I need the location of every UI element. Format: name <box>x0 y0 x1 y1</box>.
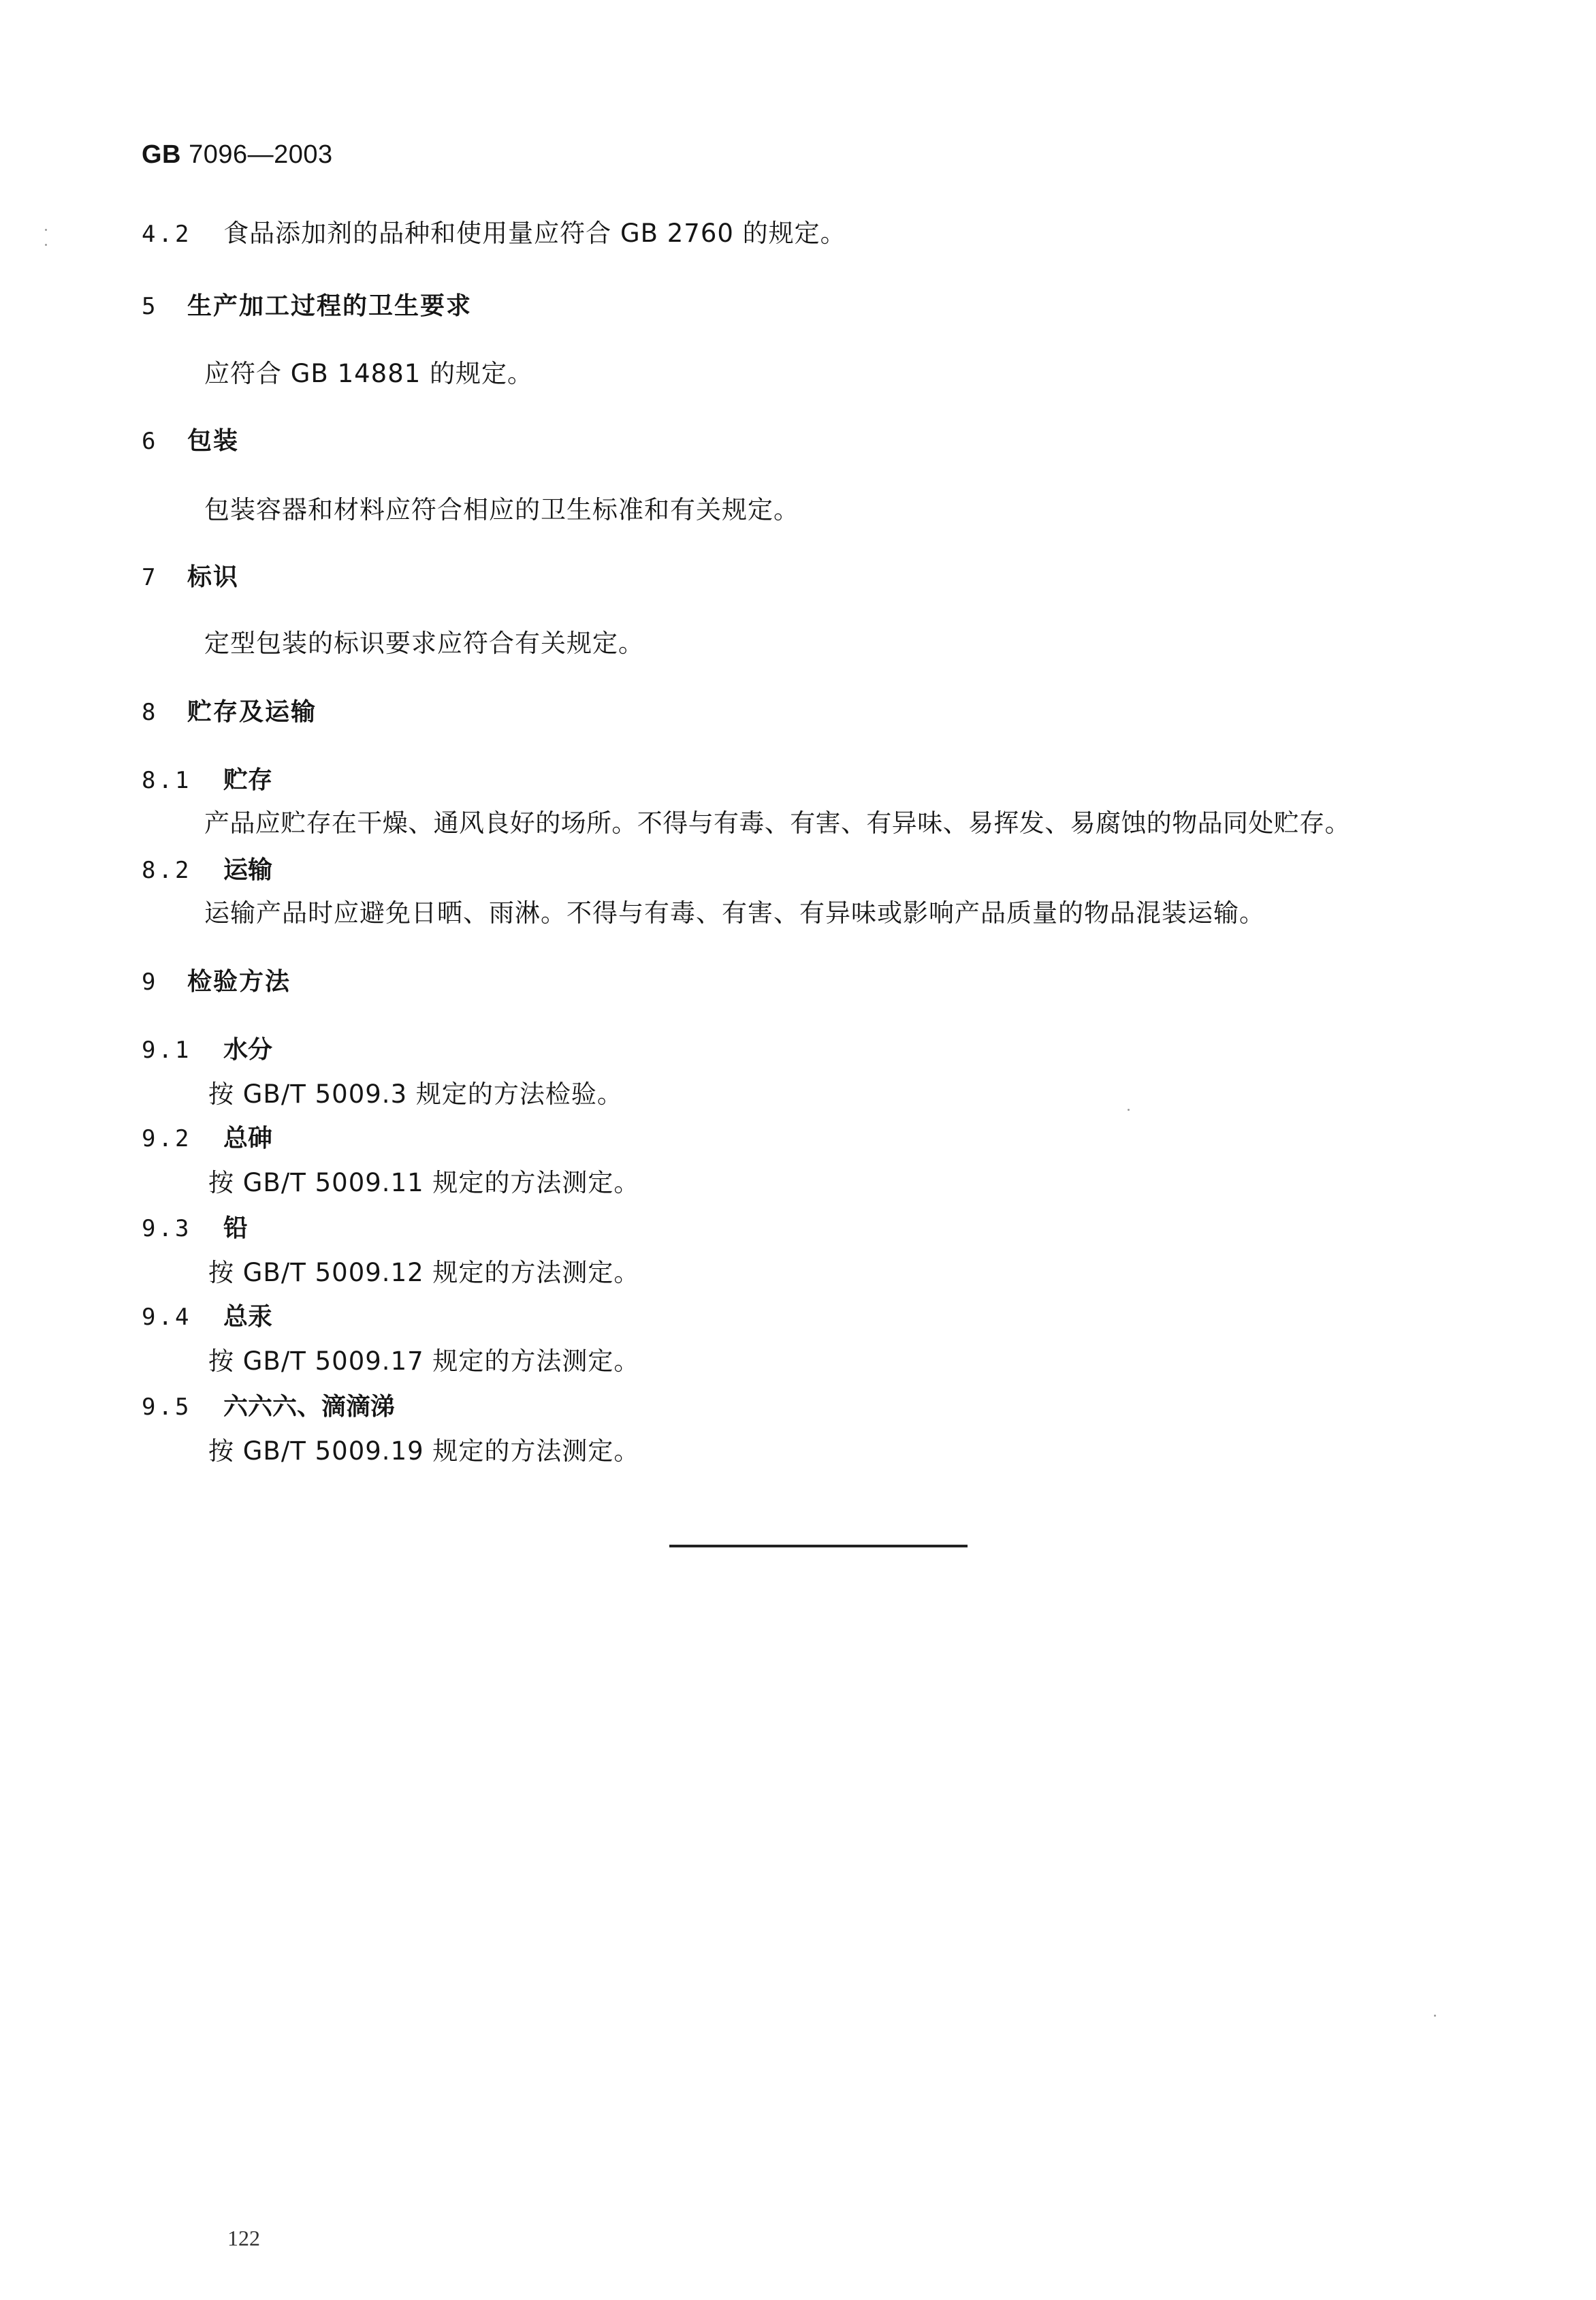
clause-9-3-text: 按 GB/T 5009.12 规定的方法测定。 <box>208 1258 640 1287</box>
section-title: 标识 <box>187 563 240 591</box>
scan-speck <box>1128 1109 1130 1111</box>
clause-9-2-text: 按 GB/T 5009.11 规定的方法测定。 <box>208 1168 640 1197</box>
section-7-text: 定型包装的标识要求应符合有关规定。 <box>204 629 644 658</box>
clause-8-2-text: 运输产品时应避免日晒、雨淋。不得与有毒、有害、有异味或影响产品质量的物品混装运输。 <box>204 898 1265 928</box>
clause-9-4-text: 按 GB/T 5009.17 规定的方法测定。 <box>208 1346 640 1376</box>
clause-number: 9.4 <box>142 1304 192 1331</box>
standard-prefix: GB <box>142 140 181 169</box>
clause-title: 铅 <box>223 1214 248 1242</box>
clause-title: 水分 <box>223 1036 272 1064</box>
scan-speck <box>1434 2015 1436 2017</box>
clause-9-1-heading <box>142 1038 272 1062</box>
section-number: 8 <box>142 699 159 726</box>
clause-number: 9.5 <box>142 1393 192 1421</box>
section-6-text: 包装容器和材料应符合相应的卫生标准和有关规定。 <box>204 495 799 524</box>
clause-8-2-heading <box>142 858 272 883</box>
clause-number: 9.3 <box>142 1215 192 1242</box>
clause-number: 8.1 <box>142 767 192 794</box>
section-number: 9 <box>142 968 159 996</box>
section-title: 包装 <box>187 427 240 455</box>
section-title: 生产加工过程的卫生要求 <box>187 292 473 320</box>
clause-9-4-heading <box>142 1305 272 1329</box>
section-number: 7 <box>142 564 159 591</box>
clause-9-3-heading <box>142 1216 248 1241</box>
clause-number: 9.1 <box>142 1037 192 1064</box>
standard-header <box>142 140 333 170</box>
clause-9-5-text: 按 GB/T 5009.19 规定的方法测定。 <box>208 1436 640 1466</box>
section-title: 检验方法 <box>187 968 291 996</box>
end-rule <box>669 1545 968 1547</box>
section-7-heading <box>142 565 239 590</box>
clause-number: 8.2 <box>142 857 192 884</box>
section-5-text: 应符合 GB 14881 的规定。 <box>204 359 534 388</box>
clause-title: 贮存 <box>223 766 272 794</box>
section-5-heading <box>142 294 472 319</box>
clause-title: 总汞 <box>223 1303 272 1331</box>
clause-text: 食品添加剂的品种和使用量应符合 GB 2760 的规定。 <box>223 219 846 248</box>
clause-4-2 <box>142 221 846 246</box>
clause-9-5-heading <box>142 1395 395 1419</box>
section-number: 5 <box>142 293 159 320</box>
scan-speck <box>45 229 47 231</box>
standard-number: 7096—2003 <box>189 140 333 169</box>
section-8-heading <box>142 700 317 725</box>
clause-title: 总砷 <box>223 1124 272 1152</box>
clause-8-1-text: 产品应贮存在干燥、通风良好的场所。不得与有毒、有害、有异味、易挥发、易腐蚀的物品同处贮存。 <box>204 808 1350 838</box>
clause-9-1-text: 按 GB/T 5009.3 规定的方法检验。 <box>208 1080 623 1109</box>
section-6-heading <box>142 429 239 454</box>
clause-number: 9.2 <box>142 1125 192 1152</box>
section-9-heading <box>142 970 291 994</box>
section-number: 6 <box>142 428 159 455</box>
page-number: 122 <box>227 2226 260 2250</box>
clause-title: 运输 <box>223 856 272 884</box>
clause-9-2-heading <box>142 1124 272 1152</box>
clause-8-1-heading <box>142 768 272 793</box>
clause-number: 4.2 <box>142 221 192 248</box>
section-title: 贮存及运输 <box>187 698 317 726</box>
clause-title: 六六六、滴滴涕 <box>223 1393 395 1421</box>
scan-speck <box>45 244 47 246</box>
